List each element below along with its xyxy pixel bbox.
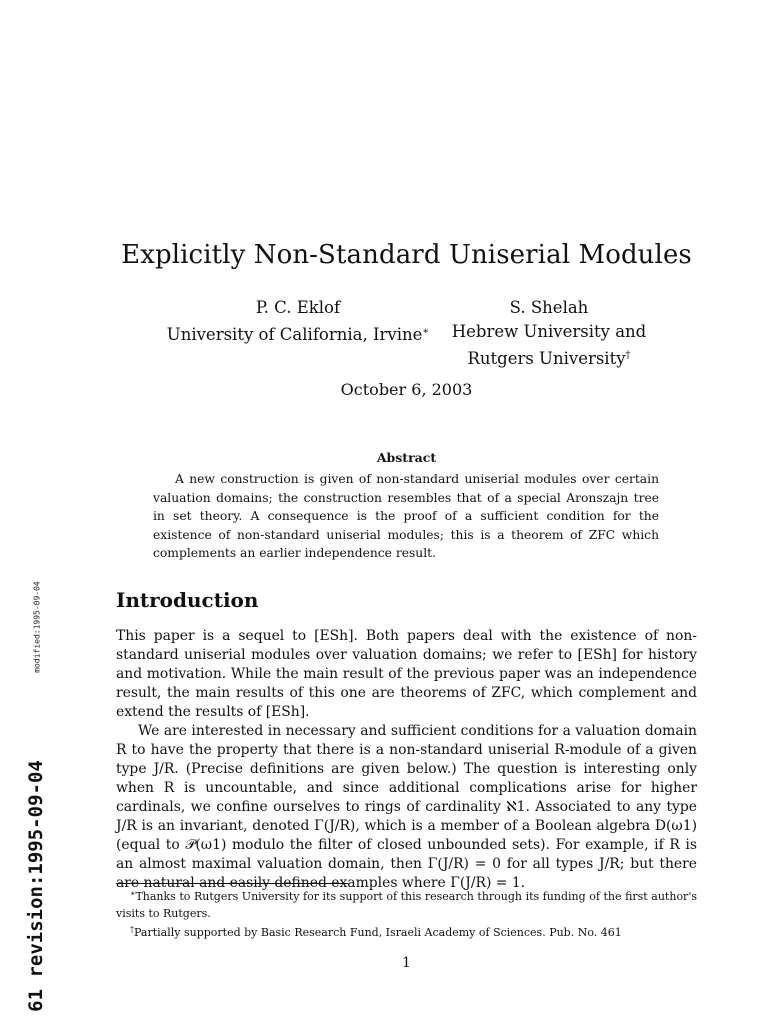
footnotes [116, 886, 697, 942]
introduction-body [116, 627, 697, 893]
author-affiliation: Hebrew University and [451, 322, 647, 341]
author-name: S. Shelah [509, 298, 589, 317]
author-name: P. C. Eklof [255, 298, 341, 317]
revision-stamp-text: 61 revision:1995-09-04 [25, 760, 47, 1012]
footnote-mark: ∗ [422, 326, 430, 337]
page-number: 1 [402, 955, 411, 971]
revision-stamp [18, 752, 54, 1020]
author-affiliation-2: Rutgers University† [467, 349, 631, 368]
modified-date-stamp-text: modified:1995-09-04 [32, 581, 42, 673]
section-heading-introduction: Introduction [116, 588, 259, 612]
abstract-heading: Abstract [376, 450, 437, 465]
paragraph: We are interested in necessary and sufficient conditions for a valuation domain R to have the property that there is a non-standard uniserial R-module of a given type J/R. (Precise definitions are given below.) The question is interesting only when R is uncountable, and since additional complications arise for higher cardinals, we confine ourselves to rings of cardinality ℵ1. Associated to any type J/R is an invariant, denoted Γ(J/R), which is a member of a Boolean algebra D(ω1) (equal to 𝒫(ω1) modulo the filter of closed unbounded sets). For example, if R is an almost maximal valuation domain, then Γ(J/R) = 0 for all types J/R; but there are natural and easily defined examples where Γ(J/R) = 1. [116, 723, 697, 891]
abstract-body [153, 470, 659, 563]
paper-title: Explicitly Non-Standard Uniserial Modules [121, 240, 692, 270]
author-block-eklof [160, 296, 436, 347]
abstract-text: A new construction is given of non-standard uniserial modules over certain valuation domains; the construction resembles that of a special Aronszajn tree in set theory. A consequence is the proof of a sufficient condition for the existence of non-standard uniserial modules; this is a theorem of ZFC which complements an earlier independence result. [153, 472, 659, 560]
author-affiliation: University of California, Irvine∗ [166, 325, 430, 344]
footnote: †Partially supported by Basic Research Fund, Israeli Academy of Sciences. Pub. No. 461 [130, 925, 622, 939]
paper-date: October 6, 2003 [340, 380, 473, 399]
footnote-divider [116, 883, 348, 884]
footnote-mark: † [625, 350, 631, 361]
footnote: ∗Thanks to Rutgers University for its support of this research through its funding of the first author's visits to Rutgers. [116, 889, 697, 920]
author-block-shelah [448, 296, 650, 371]
paragraph: This paper is a sequel to [ESh]. Both papers deal with the existence of non-standard uniserial modules over valuation domains; we refer to [ESh] for history and motivation. While the main result of the previous paper was an independence result, the main results of this one are theorems of ZFC, which complement and extend the results of [ESh]. [116, 628, 697, 720]
modified-date-stamp [30, 572, 44, 682]
